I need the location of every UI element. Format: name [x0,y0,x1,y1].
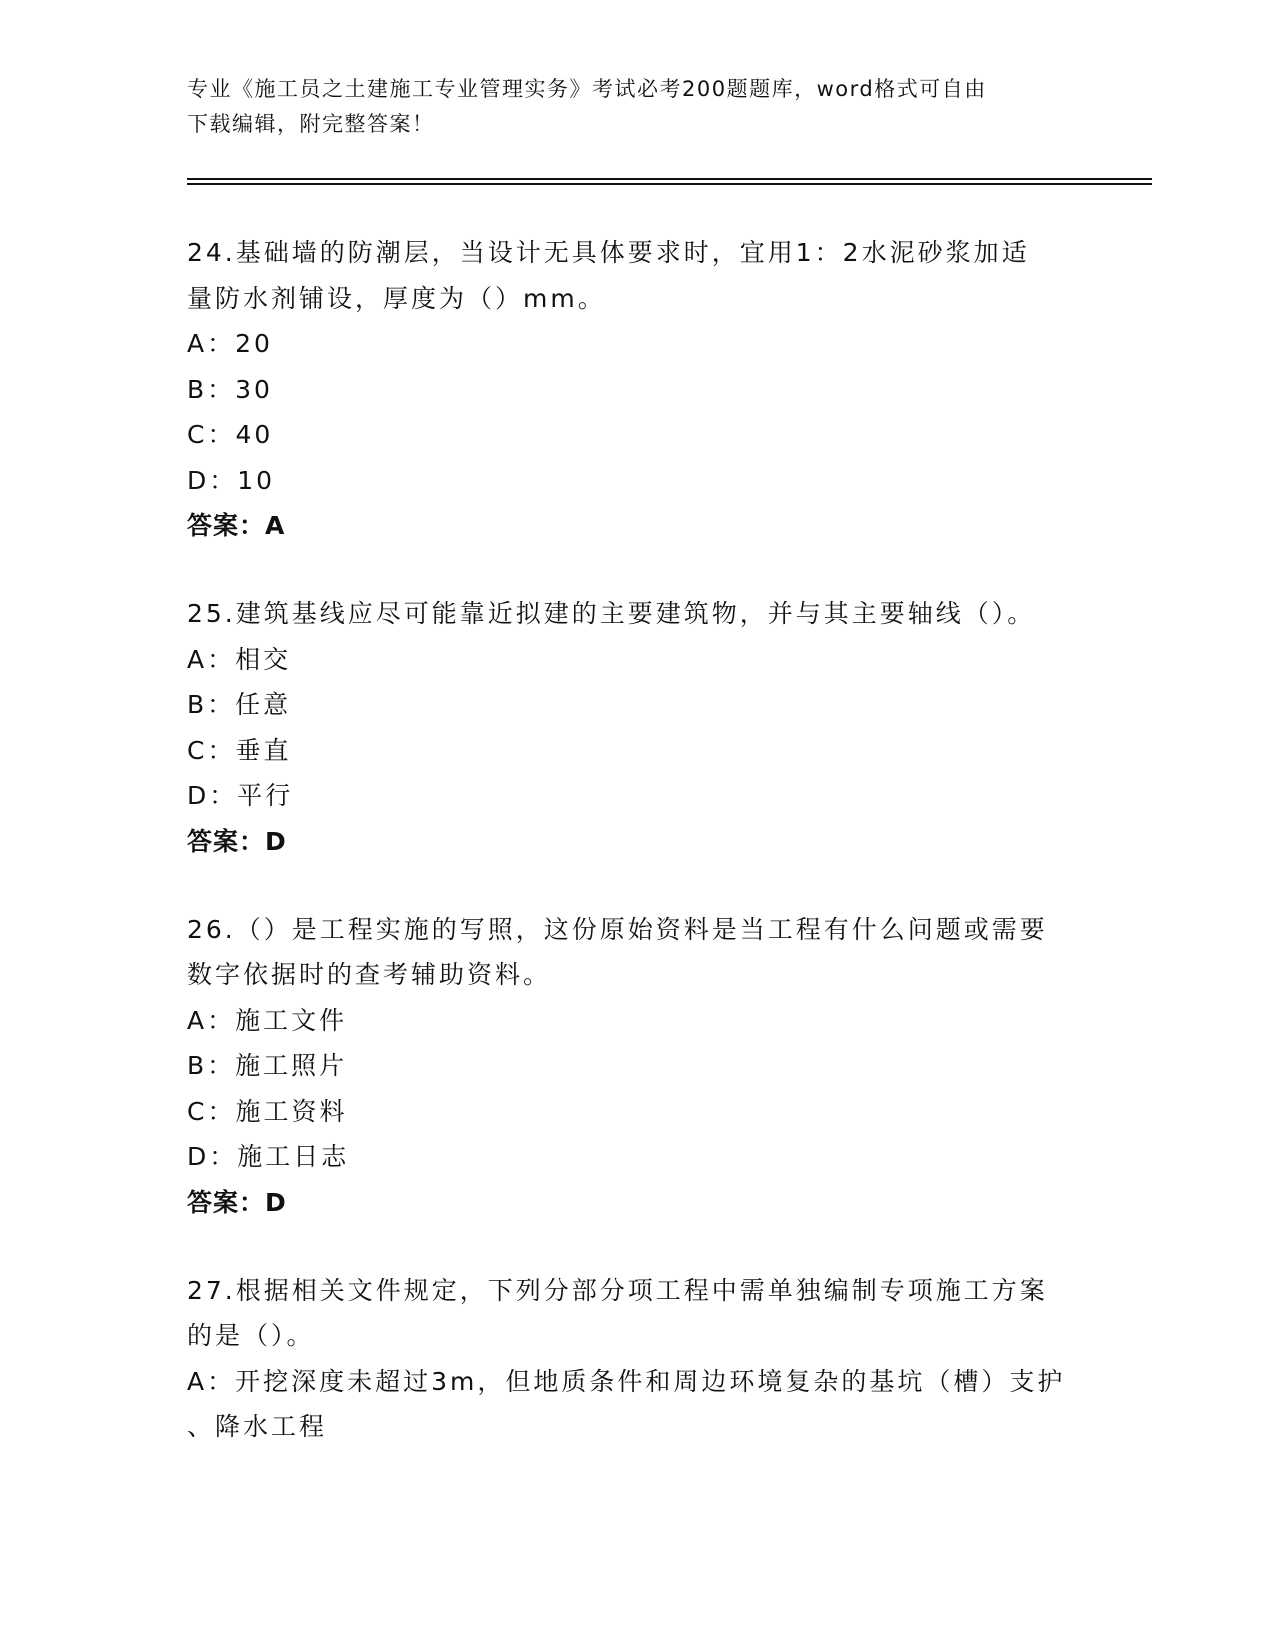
answer-label: 答案：D [187,826,287,856]
question-27 [187,1268,1087,1450]
option-a: A：开挖深度未超过3m，但地质条件和周边环境复杂的基坑（槽）支护 [187,1366,1066,1396]
answer-label: 答案：A [187,511,286,540]
option-c: C：垂直 [187,735,292,765]
header-line-2: 下载编辑，附完整答案！ [187,112,435,136]
option-d: D：10 [187,465,276,495]
question-text-line-2: 量防水剂铺设，厚度为（）mm。 [187,283,606,313]
question-text-line-1: 27.根据相关文件规定，下列分部分项工程中需单独编制专项施工方案 [187,1275,1048,1305]
option-c: C：40 [187,420,274,449]
option-d: D：平行 [187,781,294,810]
option-a: A：施工文件 [187,1005,348,1035]
option-a: A：20 [187,329,273,358]
question-26 [187,907,1087,1226]
question-text-line-2: 数字依据时的查考辅助资料。 [187,960,552,989]
option-b: B：任意 [187,690,292,719]
question-text-line-1: 26.（）是工程实施的写照，这份原始资料是当工程有什么问题或需要 [187,914,1048,944]
answer-label: 答案：D [187,1187,287,1217]
document-header [187,72,1067,142]
question-text-line-1: 24.基础墙的防潮层，当设计无具体要求时，宜用1：2水泥砂浆加适 [187,238,1030,267]
question-text-line-1: 25.建筑基线应尽可能靠近拟建的主要建筑物，并与其主要轴线（）。 [187,599,1036,628]
question-24 [187,230,1087,549]
option-a: A：相交 [187,644,292,674]
question-25 [187,591,1087,865]
header-divider-top [187,178,1152,180]
option-a-continued: 、降水工程 [187,1412,328,1441]
header-line-1: 专业《施工员之土建施工专业管理实务》考试必考200题题库，word格式可自由 [187,77,987,101]
header-divider-bottom [187,183,1152,185]
question-text-line-2: 的是（）。 [187,1321,315,1350]
question-list [187,230,1087,1492]
option-b: B：施工照片 [187,1051,348,1080]
option-d: D：施工日志 [187,1142,350,1171]
option-b: B：30 [187,374,273,404]
option-c: C：施工资料 [187,1096,348,1126]
